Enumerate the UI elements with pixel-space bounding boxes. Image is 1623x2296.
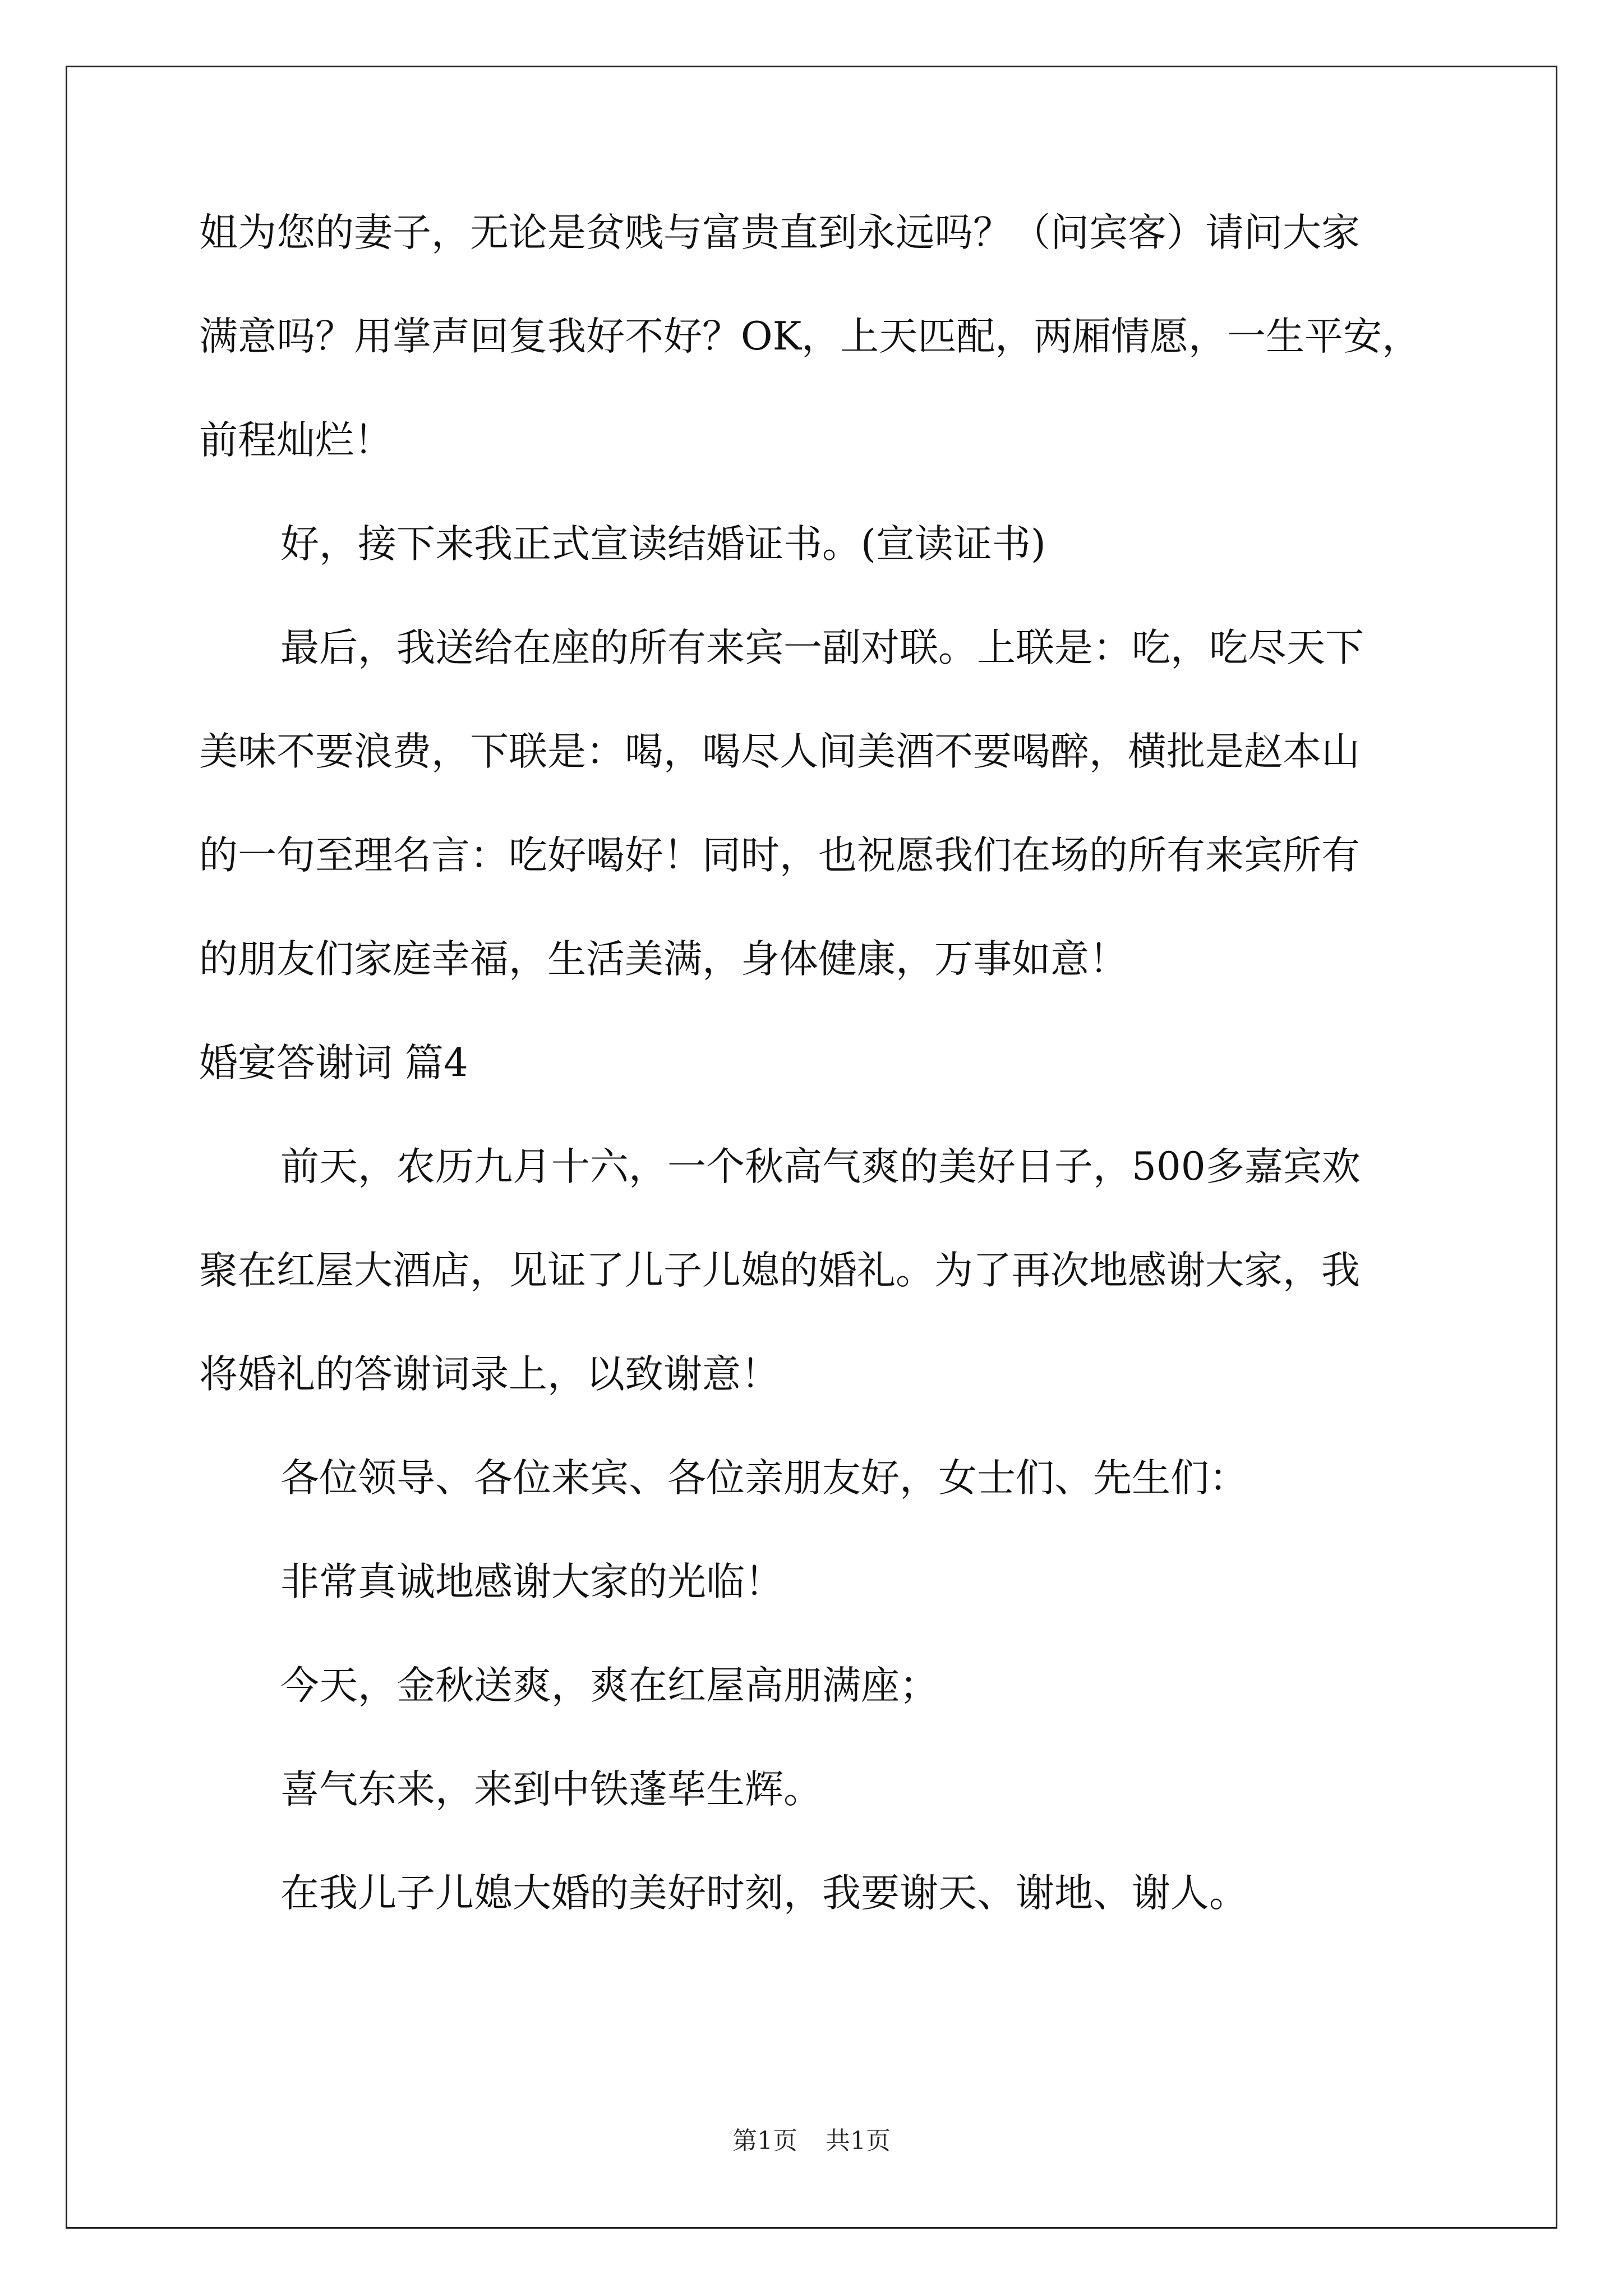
section-heading: 婚宴答谢词 篇4 [199, 1041, 468, 1085]
paragraph-start-line: 非常真诚地感谢大家的光临！ [280, 1559, 783, 1604]
text-line: 的一句至理名言：吃好喝好！同时，也祝愿我们在场的所有来宾所有 [199, 833, 1360, 878]
text-line: 前程灿烂！ [199, 418, 393, 463]
document-body [199, 208, 1444, 1972]
text-line: 将婚礼的答谢词录上，以致谢意！ [199, 1352, 780, 1397]
text-line: 的朋友们家庭幸福，生活美满，身体健康，万事如意！ [199, 937, 1128, 982]
paragraph-start-line: 各位领导、各位来宾、各位亲朋友好，女士们、先生们： [280, 1456, 1248, 1501]
text-line: 聚在红屋大酒店，见证了儿子儿媳的婚礼。为了再次地感谢大家，我 [199, 1248, 1360, 1293]
text-line: 美味不要浪费，下联是：喝，喝尽人间美酒不要喝醉，横批是赵本山 [199, 729, 1360, 774]
paragraph-start-line: 好，接下来我正式宣读结婚证书。(宣读证书) [280, 522, 1046, 567]
text-line: 满意吗？用掌声回复我好不好？OK，上天匹配，两厢情愿，一生平安， [199, 314, 1421, 359]
paragraph-start-line: 最后，我送给在座的所有来宾一副对联。上联是：吃，吃尽天下 [280, 625, 1364, 670]
page-footer [0, 2127, 1623, 2155]
paragraph-start-line: 前天，农历九月十六，一个秋高气爽的美好日子，500多嘉宾欢 [280, 1144, 1361, 1189]
paragraph-start-line: 喜气东来，来到中铁蓬荜生辉。 [280, 1767, 822, 1812]
text-line: 姐为您的妻子，无论是贫贱与富贵直到永远吗？（问宾客）请问大家 [199, 210, 1360, 255]
paragraph-start-line: 在我儿子儿媳大婚的美好时刻，我要谢天、谢地、谢人。 [280, 1871, 1248, 1916]
paragraph-start-line: 今天，金秋送爽，爽在红屋高朋满座； [280, 1663, 938, 1708]
page-total: 共1页 [826, 2127, 891, 2155]
page-number: 第1页 [732, 2127, 797, 2155]
